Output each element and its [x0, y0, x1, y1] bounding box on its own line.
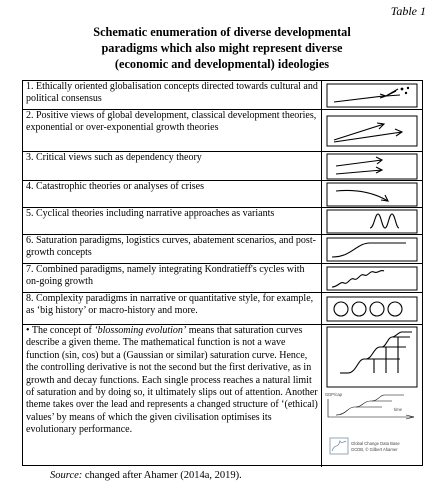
- row-text: 3. Critical views such as dependency theory: [23, 152, 322, 180]
- table-row: [23, 208, 422, 235]
- source-note: [50, 470, 242, 481]
- cyclical-wave-figure: [322, 208, 422, 234]
- row-text: 8. Complexity paradigms in narrative or quantitative style, for example, as ‘big history’ or macro-history and more.: [23, 293, 322, 324]
- gcdb-logo: [330, 438, 348, 454]
- blossoming-term: ‘blossoming evolution’: [94, 325, 187, 336]
- source-text: changed after Ahamer (2014a, 2019).: [82, 470, 242, 481]
- growth-arrows-figure: [322, 110, 422, 151]
- source-label: Source:: [50, 470, 83, 481]
- table-row: [23, 81, 422, 110]
- blossoming-evolution-figure: [322, 325, 422, 467]
- y-axis-label: GDP/cap: [325, 392, 342, 397]
- blossoming-text: [23, 325, 322, 467]
- table-row: [23, 181, 422, 208]
- blossoming-lead: The concept of: [31, 325, 95, 336]
- kondratieff-growth-figure: [322, 264, 422, 292]
- title-line: (economic and developmental) ideologies: [114, 57, 330, 71]
- x-axis-label: time: [394, 407, 402, 412]
- row-text: 5. Cyclical theories including narrative approaches as variants: [23, 208, 322, 234]
- row-text: 7. Combined paradigms, namely integrating Kondratieff's cycles with on-going growth: [23, 264, 322, 292]
- row-text: 1. Ethically oriented globalisation concepts directed towards cultural and political consensus: [23, 81, 322, 109]
- credit-line: Global Change Data Base: [351, 441, 400, 446]
- row-text: 6. Saturation paradigms, logistics curves, abatement scenarios, and post-growth concepts: [23, 235, 322, 263]
- blossoming-description: means that saturation curves describe a given theme. The mathematical function is not a wave function (sin, cos) but a (Gaussian or similar) saturation curve. Hence, the controlling derivative is not the second but the first derivative, as in growth and decay functions. Each single process reaches a natural limit of saturation and by doing so, it ultimately slips out of attention. Another theme takes over the lead and represents a changed structure of ‘(ethical) values’ by means of which the given civilisation optimises its evolutionary performance.: [26, 325, 318, 436]
- consensus-arrows-figure: [322, 81, 422, 109]
- table-row: [23, 325, 422, 467]
- row-text: 4. Catastrophic theories or analyses of crises: [23, 181, 322, 207]
- saturation-curve-figure: [322, 235, 422, 263]
- credit-line: GCDB, © Gilbert Ahamer: [351, 447, 398, 452]
- table-row: [23, 293, 422, 325]
- paradigm-table: [22, 80, 423, 466]
- table-label: Table 1: [390, 4, 426, 18]
- title-line: Schematic enumeration of diverse developmental: [93, 25, 351, 39]
- table-row: [23, 152, 422, 181]
- table-row: [23, 110, 422, 152]
- title-line: paradigms which also might represent diverse: [101, 41, 343, 55]
- dependency-arrows-figure: [322, 152, 422, 180]
- table-row: [23, 264, 422, 293]
- bullet: •: [26, 325, 30, 336]
- table-row: [23, 235, 422, 264]
- crisis-arrow-figure: [322, 181, 422, 207]
- row-text: 2. Positive views of global development, classical development theories, exponential or over-exponential growth theories: [23, 110, 322, 151]
- complexity-circles-figure: [322, 293, 422, 324]
- table-title: [22, 24, 422, 72]
